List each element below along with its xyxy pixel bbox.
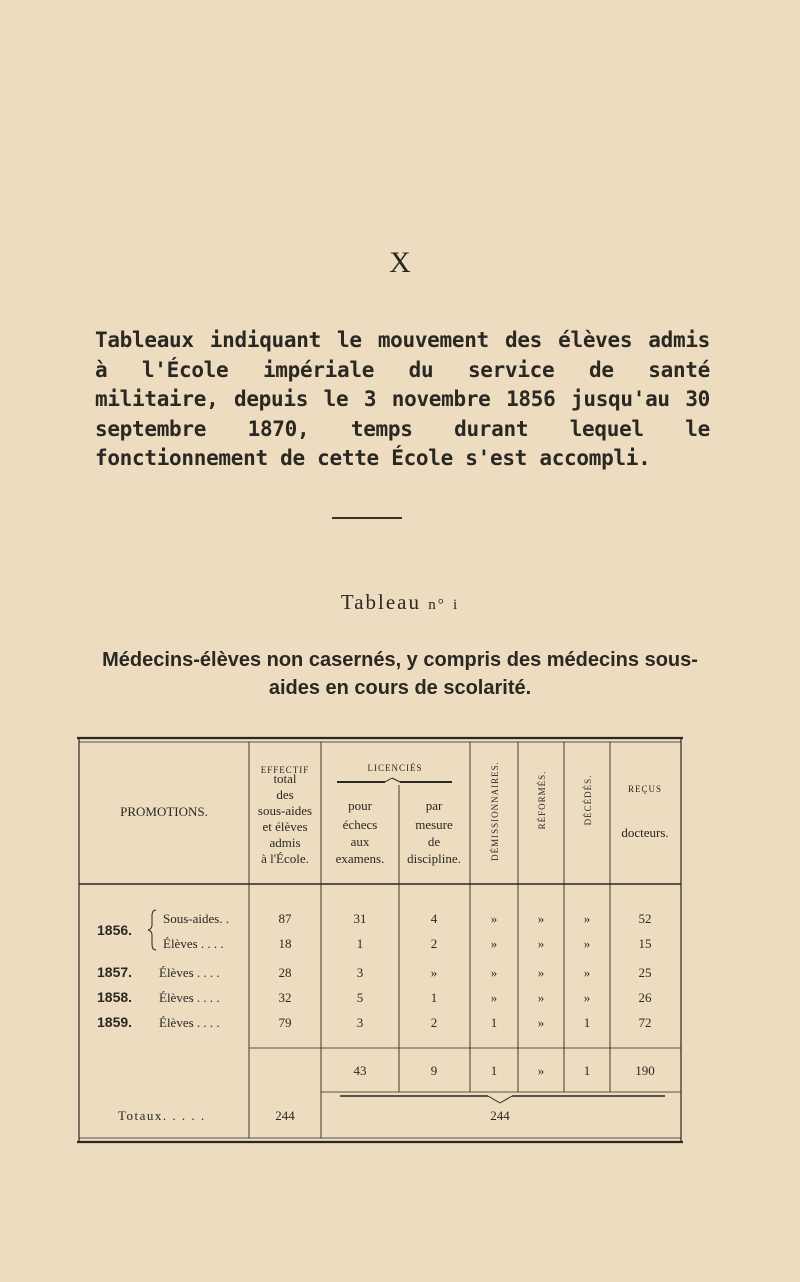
cell-decedes: »: [583, 936, 591, 951]
cell-decedes: »: [583, 911, 591, 926]
header-decedes: DÉCÉDÉS.: [583, 774, 593, 826]
svg-text:pour: pour: [348, 798, 372, 813]
cell-discipline: 2: [430, 936, 438, 951]
cell-effectif: 87: [278, 911, 292, 926]
cell-reformes: »: [537, 911, 545, 926]
cell-effectif: 18: [278, 936, 292, 951]
header-effectif: [258, 765, 312, 866]
cell-echecs: 3: [356, 1015, 364, 1030]
subtotal-recus: 190: [635, 1063, 655, 1078]
cell-decedes: 1: [583, 1015, 591, 1030]
cell-echecs: 1: [356, 936, 364, 951]
header-demissionnaires: DÉMISSIONNAIRES.: [490, 761, 500, 861]
svg-text:de: de: [427, 834, 441, 849]
svg-text:des: des: [276, 787, 294, 802]
svg-text:et élèves: et élèves: [262, 819, 308, 834]
row-year: 1857.: [97, 964, 133, 980]
cell-discipline: »: [430, 965, 438, 980]
cell-recus: 25: [638, 965, 652, 980]
tableau-num: i: [453, 597, 460, 613]
svg-text:sous-aides: sous-aides: [257, 803, 313, 818]
svg-text:aux: aux: [350, 834, 370, 849]
cell-recus: 15: [638, 936, 652, 951]
row-year: 1856.: [97, 922, 133, 938]
subtotal-demission: 1: [490, 1063, 498, 1078]
svg-text:à l'École.: à l'École.: [261, 851, 309, 866]
row-year: 1858.: [97, 989, 133, 1005]
svg-text:examens.: examens.: [335, 851, 385, 866]
cell-demission: »: [490, 990, 498, 1005]
row-category: Sous-aides. .: [163, 911, 230, 926]
cell-discipline: 1: [430, 990, 438, 1005]
header-licencies: LICENCIÉS: [367, 763, 423, 773]
row-category: Élèves . . . .: [159, 965, 220, 980]
subtotal-reformes: »: [537, 1063, 545, 1078]
cell-discipline: 2: [430, 1015, 438, 1030]
svg-text:docteurs.: docteurs.: [621, 825, 669, 840]
cell-reformes: »: [537, 1015, 545, 1030]
svg-text:EFFECTIF: EFFECTIF: [260, 765, 310, 775]
subtotal-decedes: 1: [583, 1063, 591, 1078]
svg-text:total: total: [273, 771, 297, 786]
cell-decedes: »: [583, 990, 591, 1005]
subtotal-echecs: 43: [353, 1063, 367, 1078]
svg-text:discipline.: discipline.: [407, 851, 461, 866]
svg-text:échecs: échecs: [342, 817, 378, 832]
cell-echecs: 3: [356, 965, 364, 980]
row-category: Élèves . . . .: [159, 1015, 220, 1030]
cell-recus: 26: [638, 990, 652, 1005]
tableau-subtitle: Médecins-élèves non casernés, y compris des médecins sous-aides en cours de scolarité.: [102, 649, 698, 699]
cell-discipline: 4: [430, 911, 438, 926]
cell-decedes: »: [583, 965, 591, 980]
cell-demission: »: [490, 965, 498, 980]
svg-text:par: par: [425, 798, 443, 813]
cell-reformes: »: [537, 936, 545, 951]
cell-effectif: 28: [278, 965, 292, 980]
cell-reformes: »: [537, 990, 545, 1005]
cell-echecs: 31: [353, 911, 367, 926]
header-promotions: PROMOTIONS.: [120, 804, 208, 819]
cell-reformes: »: [537, 965, 545, 980]
grand-total: 244: [490, 1108, 510, 1123]
row-category: Élèves . . . .: [159, 990, 220, 1005]
cell-effectif: 79: [278, 1015, 292, 1030]
main-title: Tableaux indiquant le mouvement des élèves admis à l'École impériale du service de santé militaire, depuis le 3 novembre 1856 jusqu'au 30 septembre 1870, temps durant lequel le fonctionnement de cette École s'est accompli.: [95, 328, 710, 470]
svg-text:REÇUS: REÇUS: [627, 784, 663, 794]
cell-recus: 72: [638, 1015, 652, 1030]
row-year: 1859.: [97, 1014, 133, 1030]
tableau-word: Tableau: [340, 590, 421, 614]
subtotal-discipline: 9: [430, 1063, 438, 1078]
header-discipline: [407, 798, 461, 866]
header-echecs: [336, 798, 385, 866]
cell-demission: »: [490, 911, 498, 926]
totaux-label: Totaux. . . . .: [118, 1108, 206, 1123]
header-recus: [621, 784, 668, 840]
cell-demission: »: [490, 936, 498, 951]
cell-recus: 52: [638, 911, 652, 926]
table-body: [97, 911, 652, 1030]
cell-effectif: 32: [278, 990, 292, 1005]
cell-demission: 1: [490, 1015, 498, 1030]
svg-text:mesure: mesure: [415, 817, 453, 832]
section-number: X: [389, 246, 411, 279]
tableau-no: n°: [428, 597, 446, 613]
cell-echecs: 5: [356, 990, 364, 1005]
header-reformes: RÉFORMÉS.: [537, 770, 547, 830]
row-category: Élèves . . . .: [163, 936, 224, 951]
svg-text:admis: admis: [269, 835, 301, 850]
total-effectif: 244: [275, 1108, 295, 1123]
